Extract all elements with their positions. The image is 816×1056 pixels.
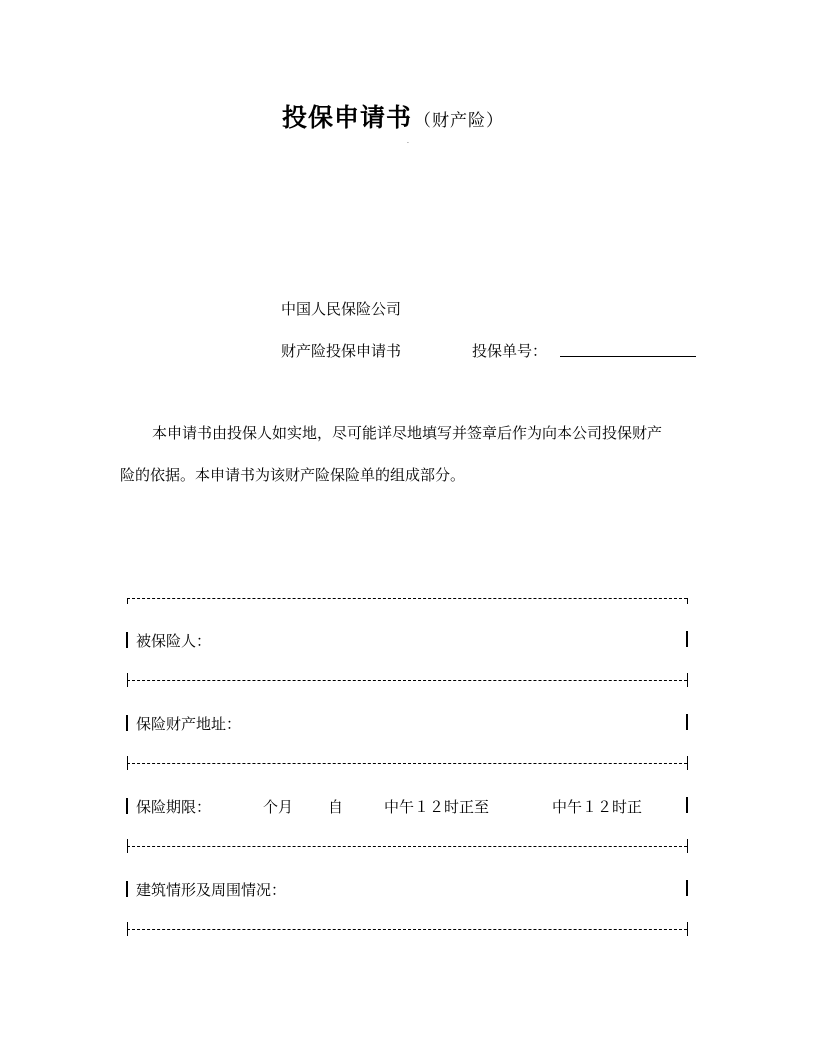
divider-tick-left [127, 839, 128, 853]
period-from: 自 [328, 798, 344, 816]
row-left-bar [126, 715, 128, 731]
intro-line-1: 本申请书由投保人如实地，尽可能详尽地填写并签章后作为向本公司投保财产 [152, 424, 663, 442]
table-divider [127, 929, 687, 930]
divider-tick-left [127, 673, 128, 687]
row-left-bar [126, 798, 128, 814]
table-corner-tl [127, 598, 128, 604]
row-right-bar [686, 714, 688, 730]
period-label: 保险期限： [136, 798, 212, 816]
table-divider [127, 763, 687, 764]
period-months: 个月 [263, 798, 294, 816]
title-subtitle: （财产险） [414, 111, 505, 131]
address-label: 保险财产地址： [136, 715, 242, 733]
period-end-time: 中午１２时正 [552, 798, 643, 816]
period-row[interactable] [126, 796, 211, 817]
period-start-time: 中午１２时正至 [384, 798, 490, 816]
form-name: 财产险投保申请书 [281, 342, 402, 360]
row-right-bar [686, 880, 688, 896]
insured-label: 被保险人： [136, 632, 212, 650]
row-right-bar [686, 797, 688, 813]
title-main: 投保申请书 [282, 103, 413, 132]
company-name: 中国人民保险公司 [281, 300, 402, 318]
building-label: 建筑情形及周围情况： [136, 881, 287, 899]
insured-row[interactable] [126, 630, 211, 651]
policy-number-label: 投保单号： [472, 342, 548, 360]
divider-tick-left [127, 756, 128, 770]
row-left-bar [126, 632, 128, 648]
divider-tick-right [687, 839, 688, 853]
table-border-top [127, 598, 687, 599]
table-divider [127, 680, 687, 681]
intro-line-2: 险的依据。本申请书为该财产险保险单的组成部分。 [120, 466, 466, 484]
divider-tick-right [687, 756, 688, 770]
row-right-bar [686, 631, 688, 647]
policy-number-field[interactable] [560, 356, 696, 357]
building-row[interactable] [126, 879, 286, 900]
divider-tick-right [687, 673, 688, 687]
divider-tick-right [687, 922, 688, 936]
address-row[interactable] [126, 713, 241, 734]
document-title [282, 98, 504, 134]
title-mark: · [407, 140, 409, 147]
table-divider [127, 846, 687, 847]
row-left-bar [126, 881, 128, 897]
table-corner-tr [687, 598, 688, 604]
divider-tick-left [127, 922, 128, 936]
